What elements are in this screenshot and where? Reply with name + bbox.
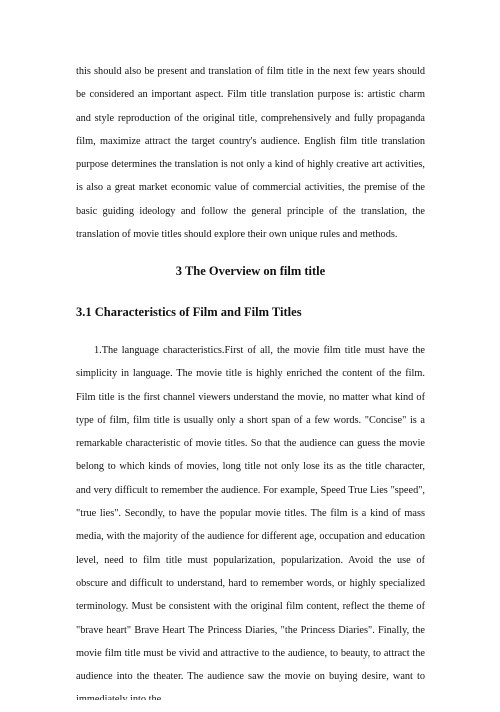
body-paragraph-intro: this should also be present and translation of film title in the next few years should be considered an important aspect. Film title translation purpose is: artistic charm and style reproduction of the original title, comprehensively and fully propaganda film, maximize attract the target country's audience. English film title translation purpose determines the translation is not only a kind of highly creative art activities, is also a great market economic value of commercial activities, the premise of the basic guiding ideology and follow the general principle of the translation, the translation of movie titles should explore their own unique rules and methods. xyxy=(76,66,425,241)
chapter-heading: 3 The Overview on film title xyxy=(175,264,326,278)
page-bottom-edge xyxy=(0,700,500,708)
section-heading: 3.1 Characteristics of Film and Film Titles xyxy=(76,305,302,319)
body-paragraph-language-characteristics: 1.The language characteristics.First of all, the movie film title must have the simplicity in language. The movie title is highly enriched the content of the film. Film title is the first channel viewers understand the movie, no matter what kind of type of film, film title is usually only a short span of a few words. "Concise" is a remarkable characteristic of movie titles. So that the audience can guess the movie belong to which kinds of movies, long title not only lose its as the title character, and very difficult to remember the audience. For example, Speed True Lies "speed", "true lies". Secondly, to have the popular movie titles. The film is a kind of mass media, with the majority of the audience for different age, occupation and education level, need to film title must popularization, popularization. Avoid the use of obscure and difficult to understand, hard to remember words, or highly specialized terminology. Must be consistent with the original film content, reflect the theme of "brave heart" Brave Heart The Princess Diaries, "the Princess Diaries". Finally, the movie film title must be vivid and attractive to the audience, to beauty, to attract the audience into the theater. The audience saw the movie on buying desire, want to xyxy=(76,345,425,683)
